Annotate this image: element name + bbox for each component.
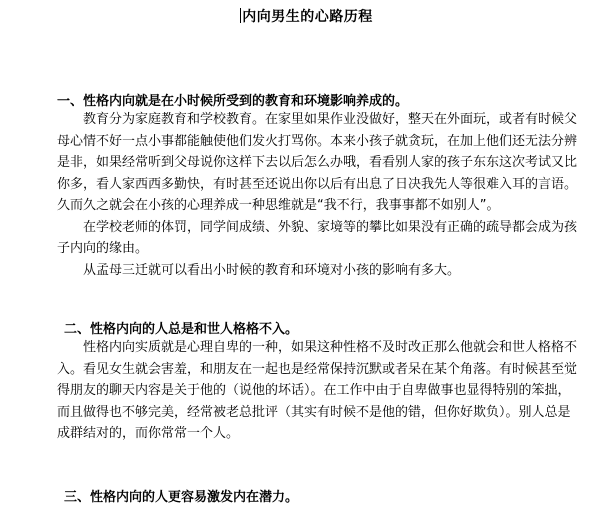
paragraph-line: 得朋友的聊天内容是关于他的（说他的坏话）。在工作中由于自卑做事也显得特别的笨拙， [57,383,571,398]
paragraph-line: 而且做得也不够完美，经常被老总批评（其实有时候不是他的错，但你好欺负）。别人总是 [57,404,571,420]
section-heading-2: 二、性格内向的人总是和世人格格不入。 [64,322,299,337]
section-heading-1: 一、性格内向就是在小时候所受到的教育和环境影响养成的。 [57,94,409,109]
section-body-2 [57,337,585,445]
paragraph-line: 从孟母三迁就可以看出小时候的教育和环境对小孩的影响有多大。 [83,262,461,278]
section-body-1 [57,109,585,281]
document-title: 内向男生的心路历程 [242,9,373,25]
section-heading-3: 三、性格内向的人更容易激发内在潜力。 [64,490,299,505]
paragraph-line: 成群结对的，而你常常一个人。 [57,426,240,441]
paragraph-line: 教育分为家庭教育和学校教育。在家里如果作业没做好，整天在外面玩，或者有时候父 [83,112,578,127]
paragraph-line: 子内向的缘由。 [57,241,149,256]
paragraph-line: 你多，看人家西西多勤快，有时甚至还说出你以后有出息了日决我先人等很难入耳的言语。 [57,176,578,192]
document-title-line [0,6,613,26]
paragraph-line: 是非，如果经常听到父母说你这样下去以后怎么办哦，看看别人家的孩子东东这次考试又比 [57,155,578,170]
paragraph-line: 母心情不好一点小事都能触使他们发火打骂你。本来小孩子就贪玩，在加上他们还无法分辨 [57,133,578,149]
paragraph-line: 性格内向实质就是心理自卑的一种，如果这种性格不及时改正那么他就会和世人格格不 [83,340,578,355]
paragraph-line: 久而久之就会在小孩的心理养成一种思维就是“我不行，我事事都不如别人”。 [57,198,500,213]
paragraph-line: 入。看见女生就会害羞，和朋友在一起也是经常保持沉默或者呆在某个角落。有时候甚至觉 [57,361,578,377]
paragraph-line: 在学校老师的体罚，同学间成绩、外貌、家境等的攀比如果没有正确的疏导都会成为孩 [83,219,578,235]
